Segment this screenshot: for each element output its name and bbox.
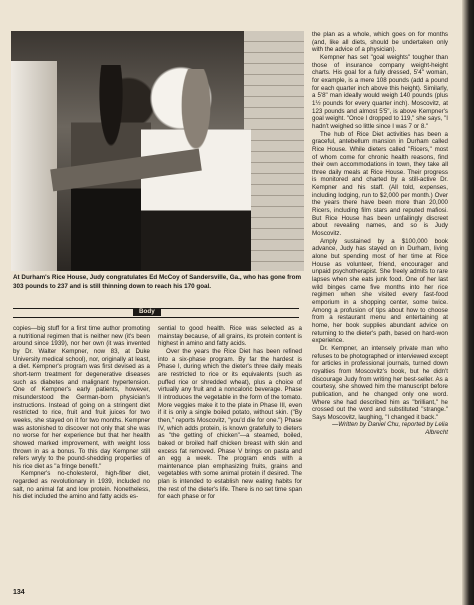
paragraph: Kempner's no-cholesterol, high-fiber diet, regarded as revolutionary in 1939, included no salt, no animal fat and low protein. Nonetheless, his diet included the amino and fatty acids es- bbox=[13, 470, 150, 501]
photo-caption: At Durham's Rice House, Judy congratulates Ed McCoy of Sandersville, Ga., who has gone from 303 pounds to 237 and is still thinning down to reach his 170 goal. bbox=[13, 274, 302, 290]
page-edge-shadow bbox=[462, 0, 474, 605]
paragraph: Dr. Kempner, an intensely private man who refuses to be photographed or interviewed except for articles in professional journals, turned down royalties from Moscovitz's book, but he didn't discourage Judy from writing her best-seller. As a courtesy, she showed him the manuscript before publication, and he changed only one word. Where she had described him as "brilliant," he crossed out the word and substituted "strange." Says Moscovitz, laughing, "I changed it back." bbox=[312, 344, 448, 421]
article-column-1 bbox=[13, 325, 150, 501]
paragraph: sential to good health. Rice was selected as a mainstay because, of all grains, its protein content is highest in amino and fatty acids. bbox=[158, 325, 302, 348]
paragraph: Over the years the Rice Diet has been refined into a six-phase program. By far the hardest is Phase I, during which the dieter's three daily meals are restricted to rice or its equivalents (such as puffed rice or shredded wheat), plus a choice of virtually any fruit and a noncaloric beverage. Phase II introduces the vegetable in the form of the tomato. More veggies make it to the plate in Phase III, even if it is only a single boiled potato, without skin. ("By then," reports Moscovitz, "you'd die for one.") Phase IV, which adds protein, is known gratefully to dieters as "the getting of chicken"—a steamed, boiled, baked or broiled half chicken breast with skin and excess fat removed. Phase V brings on pasta and an egg a week. The program ends with a maintenance plan emphasizing fruits, grains and vegetables with some animal protein if desired. The plan is intended to establish new eating habits for the rest of the dieter's life. There is no set time span for each phase or for bbox=[158, 347, 302, 501]
article-photo bbox=[11, 31, 304, 271]
article-credit: —Written by Daniel Chu, reported by Lelia Albrecht bbox=[332, 421, 448, 437]
paragraph: Kempner has set "goal weights" tougher than those of insurance company weight-height charts. His goal for a fully dressed, 5'4" woman, for example, is a mere 108 pounds (add a pound for each quarter inch above this height). Similarly, a 5'8" man ideally would weigh 140 pounds (plus 1½ pounds for every quarter inch). Moscovitz, at 123 pounds and almost 5'5", is above Kempner's goal weight. "Once I dropped to 119," she says, "I hadn't weighed so little since I was 7 or 8." bbox=[312, 53, 448, 130]
article-column-2 bbox=[158, 325, 302, 501]
section-tag: Body bbox=[133, 308, 161, 316]
photo-wall-siding bbox=[244, 31, 304, 271]
paragraph: copies—big stuff for a first time author promoting a nutritional regimen that is neither new (it's been around since 1939), nor her own (it was invented by Dr. Walter Kempner, now 83, at Duke University medical school), nor, originally at least, a diet. Kempner's program was first devised as a short-term treatment for degenerative diseases such as diabetes and malignant hypertension. One of Kempner's early patients, however, misunderstood the German-born physician's instructions. Instead of going on a stringent diet restricted to rice, fruit and fruit juices for two weeks, she stayed on it for two months. Kempner was astonished to discover not only that she was no worse for her experience but that her health showed marked improvement, with weight loss thrown in as a bonus. To this day Kempner still refers wryly to the pound-shedding properties of his rice diet as "a fringe benefit." bbox=[13, 325, 150, 470]
paragraph: the plan as a whole, which goes on for months (and, like all diets, should be undertaken only with the advice of a physician). bbox=[312, 31, 448, 54]
paragraph: Amply sustained by a $100,000 book advance, Judy has stayed on in Durham, living alone but spending most of her time at Rice House as volunteer, friend, encourager and unpaid psychotherapist. She freely admits to rare lapses when she eats junk food. One of her last wild binges came five months into her rice regimen when she visited every fast-food emporium in a shopping center, some twice. Among a profusion of tips about how to choose from a restaurant menu and entertaining at home, her book supplies abundant advice on returning to the dieter's path, based on hard-won experience. bbox=[312, 237, 448, 345]
section-rule bbox=[13, 308, 299, 318]
article-column-3 bbox=[312, 31, 448, 437]
photo-door bbox=[11, 61, 57, 271]
paragraph: The hub of Rice Diet activities has been a graceful, antebellum mansion in Durham called Rice House. While dieters called "Ricers," most of whom come for chronic health reasons, find their own accommodations in town, they take all three daily meals at Rice House. Their progress is monitored and charted by a still-active Dr. Kempner and his staff. (All told, expenses, including lodging, run to $2,000 per month.) Over the years there have been more than 20,000 Ricers, including film stars and reputed mafiosi. But Rice House has been unfailingly discreet about revealing names, and so is Judy Moscovitz. bbox=[312, 130, 448, 238]
page-number: 134 bbox=[13, 589, 25, 596]
